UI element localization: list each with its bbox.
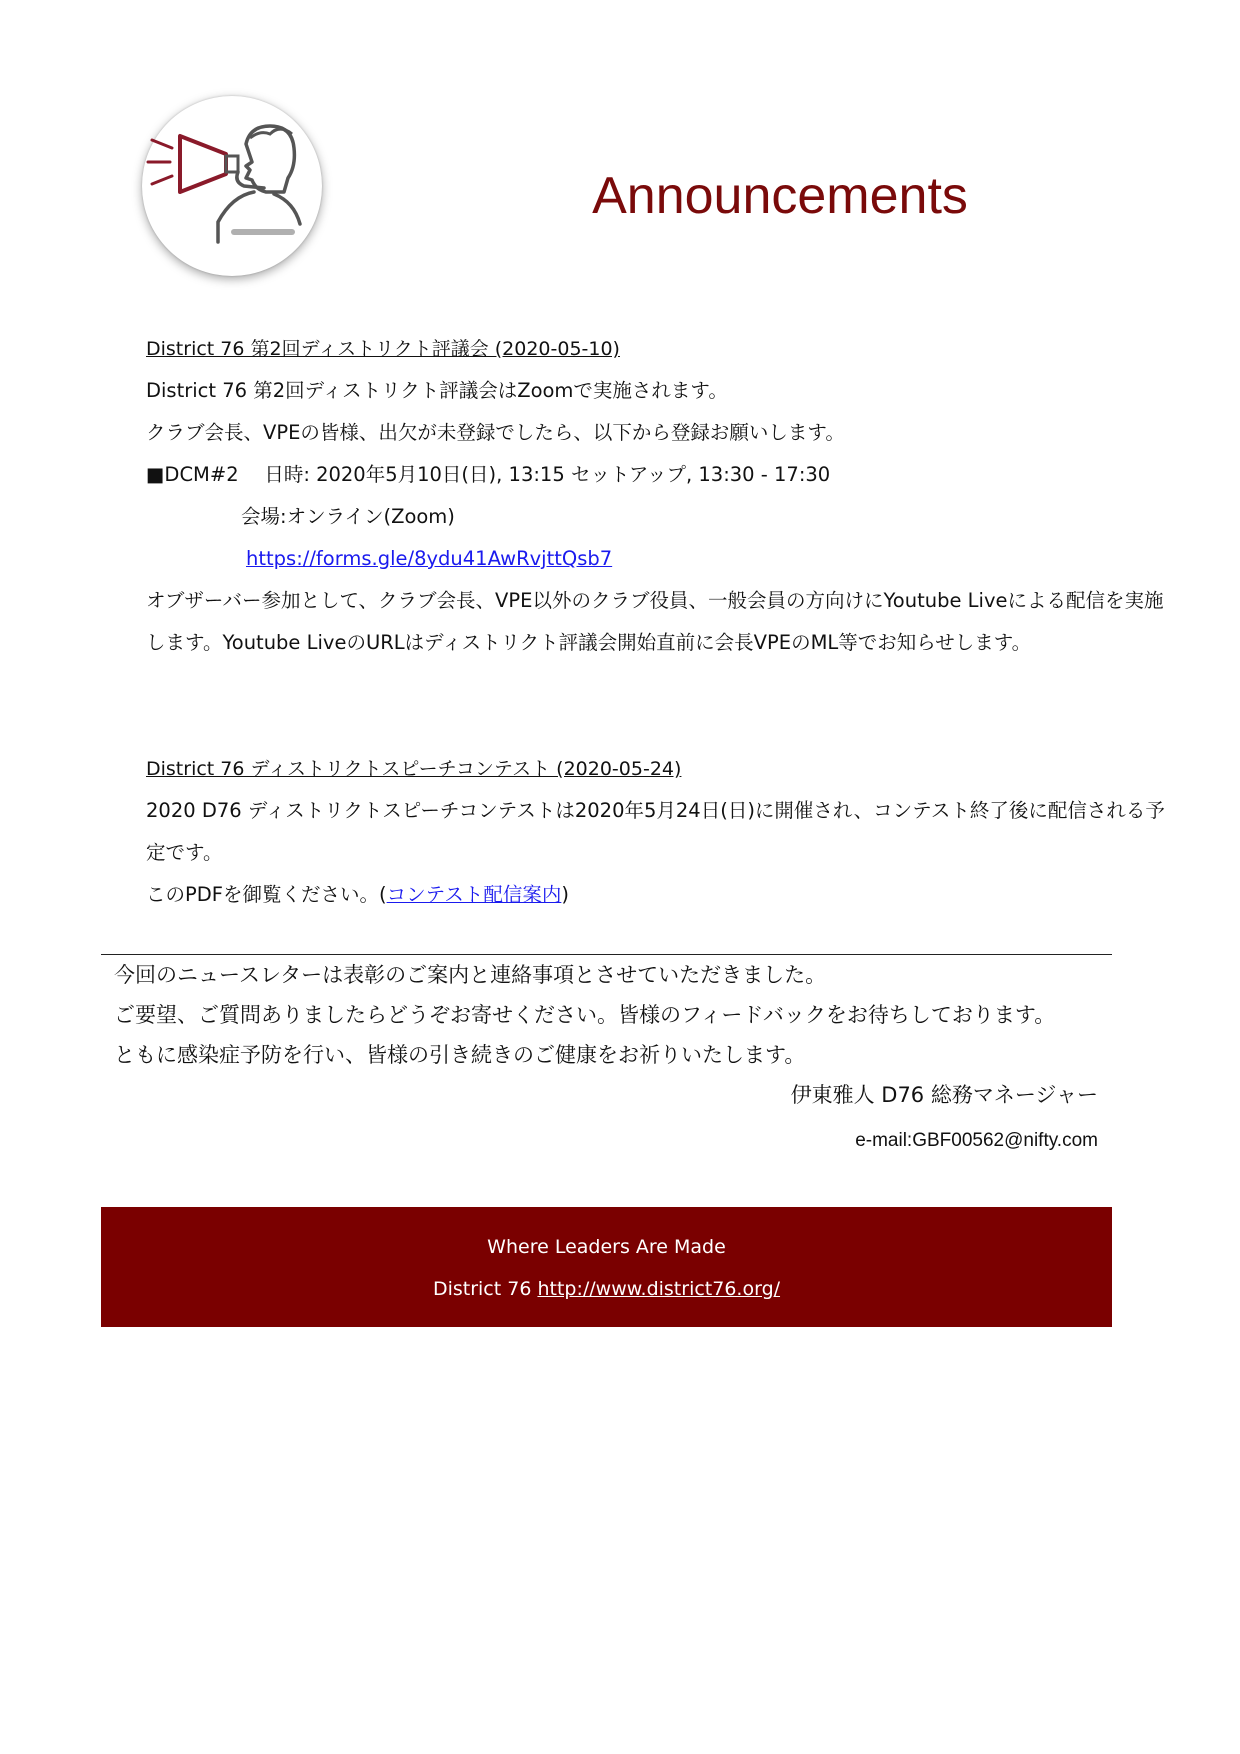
- pdf-prefix: このPDFを御覧ください。(: [146, 883, 387, 906]
- page-title: Announcements: [592, 167, 968, 225]
- observer-text: オブザーバー参加として、クラブ会長、VPE以外のクラブ役員、一般会員の方向けにYoutube Liveによる配信を実施します。Youtube LiveのURLはディストリクト評議会開始直前に会長VPEのML等でお知らせします。: [146, 589, 1164, 654]
- contest-heading: District 76 ディストリクトスピーチコンテスト (2020-05-24): [146, 758, 682, 780]
- registration-form-link[interactable]: https://forms.gle/8ydu41AwRvjttQsb7: [246, 547, 613, 570]
- dcm-zoom-text: District 76 第2回ディストリクト評議会はZoomで実施されます。: [146, 379, 728, 402]
- contest-broadcast-link[interactable]: コンテスト配信案内: [386, 883, 562, 906]
- megaphone-person-icon: [142, 96, 322, 276]
- closing-line-3: ともに感染症予防を行い、皆様の引き続きのご健康をお祈りいたします。: [114, 1043, 806, 1067]
- dcm-heading: District 76 第2回ディストリクト評議会 (2020-05-10): [146, 338, 620, 360]
- closing-message: [114, 955, 1106, 1167]
- dcm-register-text: クラブ会長、VPEの皆様、出欠が未登録でしたら、以下から登録お願いします。: [146, 421, 845, 444]
- pdf-suffix: ): [561, 883, 569, 906]
- signature: 伊東雅人 D76 総務マネージャー: [790, 1083, 1098, 1107]
- contact-email: e-mail:GBF00562@nifty.com: [855, 1130, 1098, 1151]
- footer-district-label: District 76: [432, 1278, 538, 1300]
- closing-line-2: ご要望、ご質問ありましたらどうぞお寄せください。皆様のフィードバックをお待ちしております。: [114, 1003, 1056, 1027]
- dcm-schedule: ■DCM#2 日時: 2020年5月10日(日), 13:15 セットアップ, 13:30 - 17:30: [146, 463, 831, 486]
- footer-tagline: Where Leaders Are Made: [487, 1236, 726, 1258]
- closing-line-1: 今回のニュースレターは表彰のご案内と連絡事項とさせていただきました。: [114, 963, 827, 987]
- contest-body: 2020 D76 ディストリクトスピーチコンテストは2020年5月24日(日)に開催され、コンテスト終了後に配信される予定です。: [146, 799, 1165, 864]
- dcm-venue: 会場:オンライン(Zoom): [241, 505, 455, 528]
- district-website-link[interactable]: http://www.district76.org/: [537, 1278, 781, 1300]
- dcm-section: [146, 328, 1166, 664]
- contest-pdf-line: [146, 874, 1166, 916]
- footer-district-line: [101, 1268, 1112, 1310]
- footer-banner: [101, 1207, 1112, 1327]
- speech-contest-section: [146, 748, 1166, 916]
